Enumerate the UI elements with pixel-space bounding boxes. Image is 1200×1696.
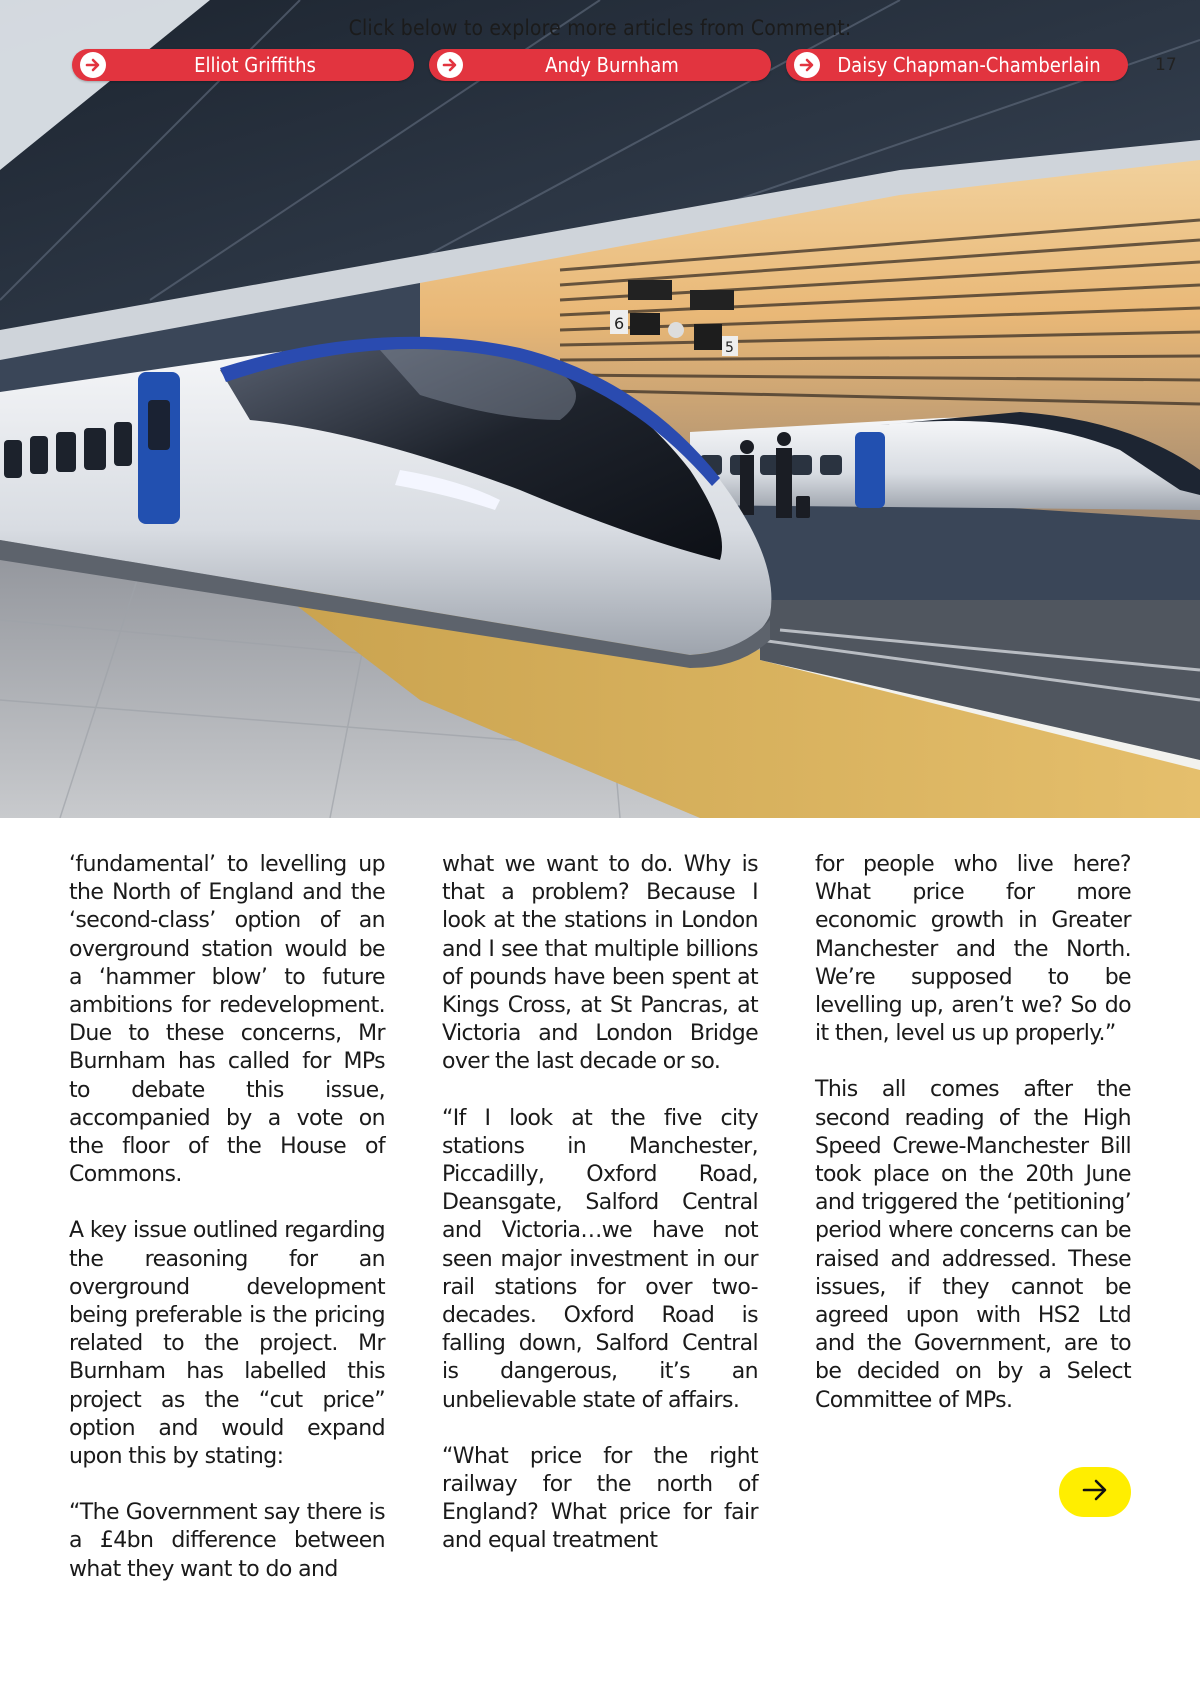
nav-button-andy-burnham[interactable] xyxy=(429,49,771,81)
arrow-right-icon xyxy=(1080,1475,1110,1509)
paragraph: ‘fundamental’ to levelling up the North of England and the ‘second-class’ option of an overground station would be a ‘hammer blow’ to future ambitions for redevelopment. Due to these concerns, Mr Burnham has called for MPs to debate this issue, accompanied by a vote on the floor of the House of Commons. xyxy=(69,852,385,1188)
paragraph: This all comes after the second reading of the High Speed Crewe-Manchester Bill took place on the 20th June and triggered the ‘petitioning’ period where concerns can be raised and addressed. These issues, if they cannot be agreed upon with HS2 Ltd and the Government, are to be decided on by a Select Committee of MPs. xyxy=(815,1077,1131,1413)
paragraph: “The Government say there is a £4bn difference between what they want to do and xyxy=(69,1500,385,1582)
arrow-circle-right-icon xyxy=(80,52,106,78)
nav-button-elliot-griffiths[interactable] xyxy=(72,49,414,81)
nav-button-daisy-chapman-chamberlain[interactable] xyxy=(786,49,1128,81)
paragraph: what we want to do. Why is that a problem? Because I look at the stations in London and I see that multiple billions of pounds have been spent at Kings Cross, at St Pancras, at Victoria and London Bridge over the last decade or so. xyxy=(442,852,758,1075)
nav-button-label: Andy Burnham xyxy=(545,53,679,77)
arrow-circle-right-icon xyxy=(794,52,820,78)
platform-sign-6: 6 xyxy=(614,314,625,333)
paragraph: “If I look at the five city stations in Manchester, Piccadilly, Oxford Road, Deansgate, Salford Central and Victoria…we have not seen major investment in our rail stations for over two-decades. Oxford Road is falling down, Salford Central is dangerous, it’s an unbelievable state of affairs. xyxy=(442,1105,758,1413)
nav-button-label: Daisy Chapman-Chamberlain xyxy=(837,53,1101,77)
arrow-circle-right-icon xyxy=(437,52,463,78)
paragraph: A key issue outlined regarding the reasoning for an overground development being preferable is the pricing related to the project. Mr Burnham has labelled this project as the “cut price” option and would expand upon this by stating: xyxy=(69,1218,385,1470)
paragraph: for people who live here? What price for more economic growth in Greater Manchester and the North. We’re supposed to be levelling up, aren’t we? So do it then, level us up properly.” xyxy=(815,852,1131,1047)
paragraph: “What price for the right railway for the north of England? What price for fair and equal treatment xyxy=(442,1443,758,1554)
nav-button-label: Elliot Griffiths xyxy=(194,53,316,77)
platform-sign-5: 5 xyxy=(725,340,734,356)
article-column-3 xyxy=(815,851,1131,1443)
nav-caption: Click below to explore more articles from Comment: xyxy=(348,16,852,40)
train-station-illustration xyxy=(0,0,1200,818)
page-number: 17 xyxy=(1155,55,1177,75)
article-column-1 xyxy=(69,851,385,1612)
next-page-button[interactable] xyxy=(1059,1467,1131,1517)
hero-image xyxy=(0,0,1200,818)
article-column-2 xyxy=(442,851,758,1584)
